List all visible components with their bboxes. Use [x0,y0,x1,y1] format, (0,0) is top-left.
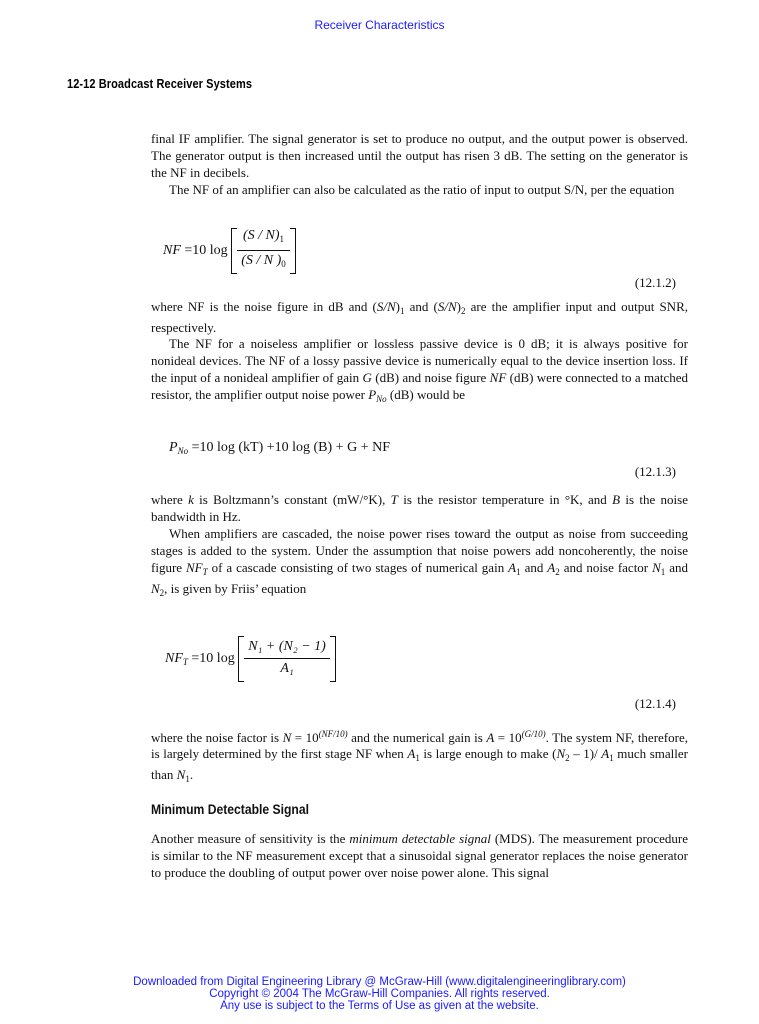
denominator-subscript: 0 [281,259,286,270]
denominator [237,250,290,273]
numerator [237,228,290,250]
paragraph: When amplifiers are cascaded, the noise power rises toward the output as noise from succeeding stages is added to the system. Under the assumption that noise powers add noncoherently, the noise figure $NF_T$ of a cascade consisting of two stages of numerical gain $A_1$ and $A_2$ and noise factor $N_1$ and $N_2$, is given by Friis’ equation [151,525,688,598]
denominator: A₁ [244,658,330,678]
equation-body [165,636,336,682]
footer [0,976,759,1012]
equation-number: (12.1.2) [634,274,676,290]
fraction [237,228,290,273]
section-heading: Minimum Detectable Signal [151,802,309,818]
eq-rhs: =10 log (kT) +10 log (B) + G + NF [188,440,390,456]
eq-operator: =10 log [187,650,235,666]
equation-12-1-2 [151,199,688,299]
numerator-text: (S / N) [242,228,280,244]
footer-link[interactable]: Downloaded from Digital Engineering Library @ McGraw-Hill (www.digitalengineeringlibrary.com) [133,976,626,988]
numerator-subscript: 1 [279,234,284,245]
footer-terms[interactable]: Any use is subject to the Terms of Use as given at the website. [220,1000,539,1012]
equation-number: (12.1.4) [634,695,676,711]
equation-body [169,440,390,460]
eq-operator: =10 log [184,242,228,258]
paragraph: where NF is the noise figure in dB and $(S/N)_1$ and $(S/N)_2$ are the amplifier input and output SNR, respectively. [151,298,688,335]
running-head: 12-12 Broadcast Receiver Systems [67,77,253,91]
paragraph: Another measure of sensitivity is the minimum detectable signal (MDS). The measurement procedure is similar to the NF measurement except that a sinusoidal signal generator replaces the noise generator to produce the doubling of output power over noise power alone. This signal [151,831,688,880]
right-bracket [290,228,296,274]
paragraph: The NF of an amplifier can also be calculated as the ratio of input to output S/N, per the equation [169,181,675,197]
equation-body [163,228,296,274]
footer-copyright[interactable]: Copyright © 2004 The McGraw-Hill Companies. All rights reserved. [209,988,550,1000]
eq-lhs: P [169,440,178,456]
fraction [244,639,330,678]
equation-12-1-4 [151,602,688,726]
equation-12-1-3 [151,408,688,492]
paragraph: where the noise factor is $N = 10^{(NF/10)}$ and the numerical gain is $A = 10^{(G/10)}$. The system NF, therefore, is largely determined by the first stage NF when $A_1$ is large enough to make $(N_2 - 1)/$ $A_1$ much smaller than $N_1$. [151,728,688,785]
right-bracket [330,636,336,682]
eq-lhs-subscript: No [177,446,189,457]
header-link[interactable]: Receiver Characteristics [314,18,445,32]
eq-lhs: NF [163,242,181,258]
eq-lhs: NF [165,650,183,666]
paragraph: where k is Boltzmann’s constant (mW/°K), T is the resistor temperature in °K, and B is the noise bandwidth in Hz. [151,492,689,524]
denominator-text: (S / N ) [241,253,282,269]
numerator: N₁ + (N₂ − 1) [248,639,326,655]
page-body [151,131,688,882]
eq-lhs-subscript: T [182,656,188,667]
equation-number: (12.1.3) [634,464,676,480]
paragraph: The NF for a noiseless amplifier or lossless passive device is 0 dB; it is always positive for nonideal devices. The NF of a lossy passive device is numerically equal to the device insertion loss. If the input of a nonideal amplifier of gain G (dB) and noise figure NF (dB) were connected to a matched resistor, the amplifier output noise power $P_{No}$ (dB) would be [151,336,688,405]
paragraph: final IF amplifier. The signal generator is set to produce no output, and the output power is observed. The generator output is then increased until the output has risen 3 dB. The setting on the generator is the NF in decibels. [151,131,688,180]
